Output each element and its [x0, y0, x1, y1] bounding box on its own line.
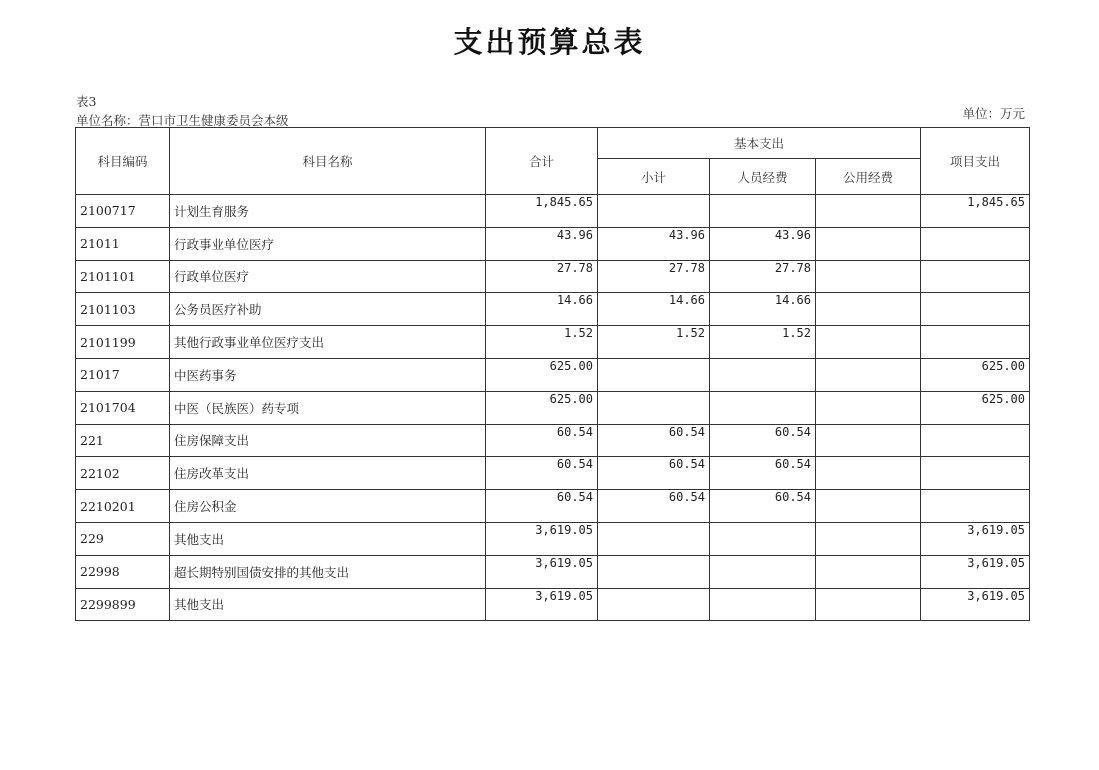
row-public [816, 260, 921, 293]
table-row [76, 293, 1030, 326]
table-row [76, 555, 1030, 588]
header-public: 公用经费 [816, 159, 921, 195]
row-name: 其他支出 [170, 522, 486, 555]
row-name: 公务员医疗补助 [170, 293, 486, 326]
header-personnel: 人员经费 [710, 159, 816, 195]
row-personnel [710, 588, 816, 621]
row-project [921, 227, 1030, 260]
row-personnel: 60.54 [710, 424, 816, 457]
row-subtotal: 43.96 [598, 227, 710, 260]
row-personnel: 27.78 [710, 260, 816, 293]
row-name: 住房保障支出 [170, 424, 486, 457]
row-name: 住房公积金 [170, 490, 486, 523]
row-total: 14.66 [486, 293, 598, 326]
table-row [76, 522, 1030, 555]
budget-table [75, 127, 1030, 621]
row-name: 其他支出 [170, 588, 486, 621]
row-project [921, 424, 1030, 457]
table-row [76, 391, 1030, 424]
row-name: 中医药事务 [170, 358, 486, 391]
row-name: 其他行政事业单位医疗支出 [170, 326, 486, 359]
row-total: 1,845.65 [486, 195, 598, 228]
row-name: 行政事业单位医疗 [170, 227, 486, 260]
page-title: 支出预算总表 [453, 25, 646, 59]
header-name: 科目名称 [170, 128, 486, 195]
row-code: 2101103 [76, 293, 170, 326]
unit-label: 单位：万元 [962, 106, 1025, 121]
row-personnel [710, 391, 816, 424]
table-row [76, 424, 1030, 457]
row-public [816, 457, 921, 490]
row-public [816, 293, 921, 326]
row-personnel: 1.52 [710, 326, 816, 359]
table-row [76, 490, 1030, 523]
table-body [76, 195, 1030, 621]
header-basic: 基本支出 [598, 128, 921, 159]
row-subtotal [598, 358, 710, 391]
table-row [76, 227, 1030, 260]
row-code: 221 [76, 424, 170, 457]
header-project: 项目支出 [921, 128, 1030, 195]
table-row [76, 260, 1030, 293]
row-code: 2299899 [76, 588, 170, 621]
header-code: 科目编码 [76, 128, 170, 195]
row-project [921, 260, 1030, 293]
row-public [816, 490, 921, 523]
row-subtotal [598, 522, 710, 555]
row-name: 计划生育服务 [170, 195, 486, 228]
row-public [816, 588, 921, 621]
row-subtotal [598, 588, 710, 621]
row-public [816, 391, 921, 424]
row-project [921, 326, 1030, 359]
row-subtotal: 27.78 [598, 260, 710, 293]
row-project: 1,845.65 [921, 195, 1030, 228]
row-personnel: 60.54 [710, 490, 816, 523]
row-subtotal [598, 195, 710, 228]
row-name: 住房改革支出 [170, 457, 486, 490]
row-total: 3,619.05 [486, 588, 598, 621]
row-code: 2101199 [76, 326, 170, 359]
table-row [76, 326, 1030, 359]
row-personnel: 60.54 [710, 457, 816, 490]
row-project [921, 293, 1030, 326]
row-code: 21017 [76, 358, 170, 391]
row-personnel [710, 195, 816, 228]
row-total: 60.54 [486, 490, 598, 523]
row-public [816, 555, 921, 588]
table-row [76, 457, 1030, 490]
row-code: 2210201 [76, 490, 170, 523]
row-subtotal: 1.52 [598, 326, 710, 359]
row-public [816, 522, 921, 555]
row-public [816, 195, 921, 228]
row-project [921, 457, 1030, 490]
row-total: 3,619.05 [486, 522, 598, 555]
row-code: 2100717 [76, 195, 170, 228]
row-personnel [710, 555, 816, 588]
row-subtotal: 60.54 [598, 457, 710, 490]
row-name: 行政单位医疗 [170, 260, 486, 293]
table-row [76, 588, 1030, 621]
row-project: 3,619.05 [921, 588, 1030, 621]
row-total: 27.78 [486, 260, 598, 293]
row-total: 3,619.05 [486, 555, 598, 588]
row-total: 60.54 [486, 457, 598, 490]
row-total: 625.00 [486, 358, 598, 391]
row-total: 43.96 [486, 227, 598, 260]
row-subtotal [598, 555, 710, 588]
row-personnel: 14.66 [710, 293, 816, 326]
row-code: 2101704 [76, 391, 170, 424]
row-total: 1.52 [486, 326, 598, 359]
header-total: 合计 [486, 128, 598, 195]
row-code: 22102 [76, 457, 170, 490]
row-subtotal: 14.66 [598, 293, 710, 326]
row-total: 625.00 [486, 391, 598, 424]
row-code: 229 [76, 522, 170, 555]
row-subtotal: 60.54 [598, 490, 710, 523]
row-total: 60.54 [486, 424, 598, 457]
header-subtotal: 小计 [598, 159, 710, 195]
table-row [76, 358, 1030, 391]
row-public [816, 424, 921, 457]
row-public [816, 227, 921, 260]
row-subtotal [598, 391, 710, 424]
table-row [76, 195, 1030, 228]
row-personnel [710, 522, 816, 555]
row-public [816, 358, 921, 391]
row-name: 超长期特别国债安排的其他支出 [170, 555, 486, 588]
row-subtotal: 60.54 [598, 424, 710, 457]
row-code: 22998 [76, 555, 170, 588]
row-project: 625.00 [921, 358, 1030, 391]
row-code: 2101101 [76, 260, 170, 293]
row-project [921, 490, 1030, 523]
table-number: 表3 [76, 94, 97, 109]
row-project: 3,619.05 [921, 555, 1030, 588]
row-project: 625.00 [921, 391, 1030, 424]
row-code: 21011 [76, 227, 170, 260]
row-public [816, 326, 921, 359]
row-personnel: 43.96 [710, 227, 816, 260]
row-personnel [710, 358, 816, 391]
row-project: 3,619.05 [921, 522, 1030, 555]
row-name: 中医（民族医）药专项 [170, 391, 486, 424]
unit-name: 单位名称：营口市卫生健康委员会本级 [76, 113, 289, 128]
